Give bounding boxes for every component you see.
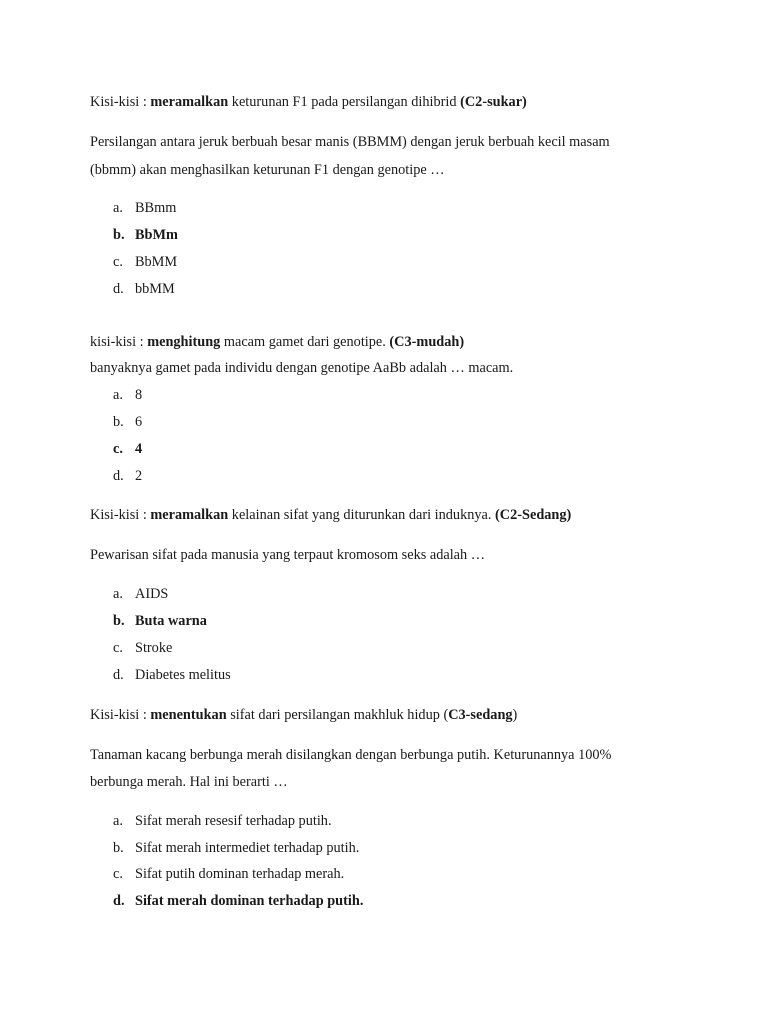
option-text: 8 (135, 387, 143, 403)
q3-option-d (113, 666, 231, 684)
q3-option-b (113, 612, 207, 630)
q4-kisi-prefix: Kisi-kisi : (90, 707, 151, 723)
q4-stem-line-2: berbunga merah. Hal ini berarti … (90, 774, 288, 790)
option-text: BbMM (135, 254, 178, 270)
q4-kisi-line (90, 706, 517, 724)
option-letter: c. (113, 640, 123, 656)
option-letter: b. (113, 613, 125, 629)
q4-stem-line-1: Tanaman kacang berbunga merah disilangkan dengan berbunga putih. Keturunannya 100% (90, 747, 612, 763)
option-letter: c. (113, 866, 123, 882)
option-text: BBmm (135, 200, 177, 216)
q1-kisi-rest: keturunan F1 pada persilangan dihibrid (228, 94, 461, 110)
q4-kisi-rest: sifat dari persilangan makhluk hidup ( (226, 707, 449, 723)
q1-kisi-verb: meramalkan (150, 94, 229, 110)
option-letter: b. (113, 227, 125, 243)
option-text: 4 (135, 441, 143, 457)
q2-kisi-line (90, 333, 464, 351)
q2-kisi-level: (C3-mudah) (389, 334, 465, 350)
q1-kisi-level: (C2-sukar) (460, 94, 527, 110)
q4-kisi-suffix: ) (512, 707, 518, 723)
q1-stem-line-1: Persilangan antara jeruk berbuah besar manis (BBMM) dengan jeruk berbuah kecil masam (90, 134, 610, 150)
option-letter: d. (113, 281, 124, 297)
q3-option-c (113, 639, 172, 657)
q4-option-c (113, 865, 344, 883)
q3-kisi-prefix: Kisi-kisi : (90, 507, 151, 523)
q1-kisi-prefix: Kisi-kisi : (90, 94, 151, 110)
option-text: Stroke (135, 640, 173, 656)
option-letter: a. (113, 200, 123, 216)
option-text: bbMM (135, 281, 175, 297)
option-letter: c. (113, 441, 123, 457)
option-letter: c. (113, 254, 123, 270)
option-text: Sifat putih dominan terhadap merah. (135, 866, 345, 882)
q2-option-c (113, 440, 142, 458)
q1-stem-line-2: (bbmm) akan menghasilkan keturunan F1 dengan genotipe … (90, 162, 445, 178)
q4-kisi-verb: menentukan (150, 707, 227, 723)
q3-stem-line-1: Pewarisan sifat pada manusia yang terpaut kromosom seks adalah … (90, 547, 486, 563)
q4-option-b (113, 839, 359, 857)
option-text: Diabetes melitus (135, 667, 231, 683)
q2-option-a (113, 386, 142, 404)
q1-option-c (113, 253, 177, 271)
option-text: AIDS (135, 586, 169, 602)
option-letter: a. (113, 813, 123, 829)
q1-option-b (113, 226, 178, 244)
option-text: BbMm (135, 227, 178, 243)
q2-kisi-prefix: kisi-kisi : (90, 334, 148, 350)
q2-kisi-rest: macam gamet dari genotipe. (220, 334, 390, 350)
q3-kisi-line (90, 506, 571, 524)
q3-kisi-level: (C2-Sedang) (495, 507, 572, 523)
option-letter: b. (113, 414, 124, 430)
option-letter: d. (113, 667, 124, 683)
q4-option-d (113, 892, 363, 910)
q1-option-d (113, 280, 175, 298)
option-text: Sifat merah resesif terhadap putih. (135, 813, 332, 829)
q2-kisi-verb: menghitung (147, 334, 221, 350)
option-text: Buta warna (135, 613, 207, 629)
option-text: 2 (135, 468, 143, 484)
option-text: 6 (135, 414, 143, 430)
q2-option-d (113, 467, 142, 485)
q2-option-b (113, 413, 142, 431)
q3-option-a (113, 585, 168, 603)
option-text: Sifat merah dominan terhadap putih. (135, 893, 364, 909)
q3-kisi-verb: meramalkan (150, 507, 229, 523)
q4-kisi-level: C3-sedang (448, 707, 513, 723)
q3-kisi-rest: kelainan sifat yang diturunkan dari induknya. (228, 507, 496, 523)
q1-option-a (113, 199, 176, 217)
q4-option-a (113, 812, 332, 830)
q2-stem-line-1: banyaknya gamet pada individu dengan genotipe AaBb adalah … macam. (90, 360, 514, 376)
option-letter: b. (113, 840, 124, 856)
option-letter: a. (113, 586, 123, 602)
q1-kisi-line (90, 93, 527, 111)
option-text: Sifat merah intermediet terhadap putih. (135, 840, 360, 856)
option-letter: d. (113, 468, 124, 484)
option-letter: d. (113, 893, 125, 909)
option-letter: a. (113, 387, 123, 403)
